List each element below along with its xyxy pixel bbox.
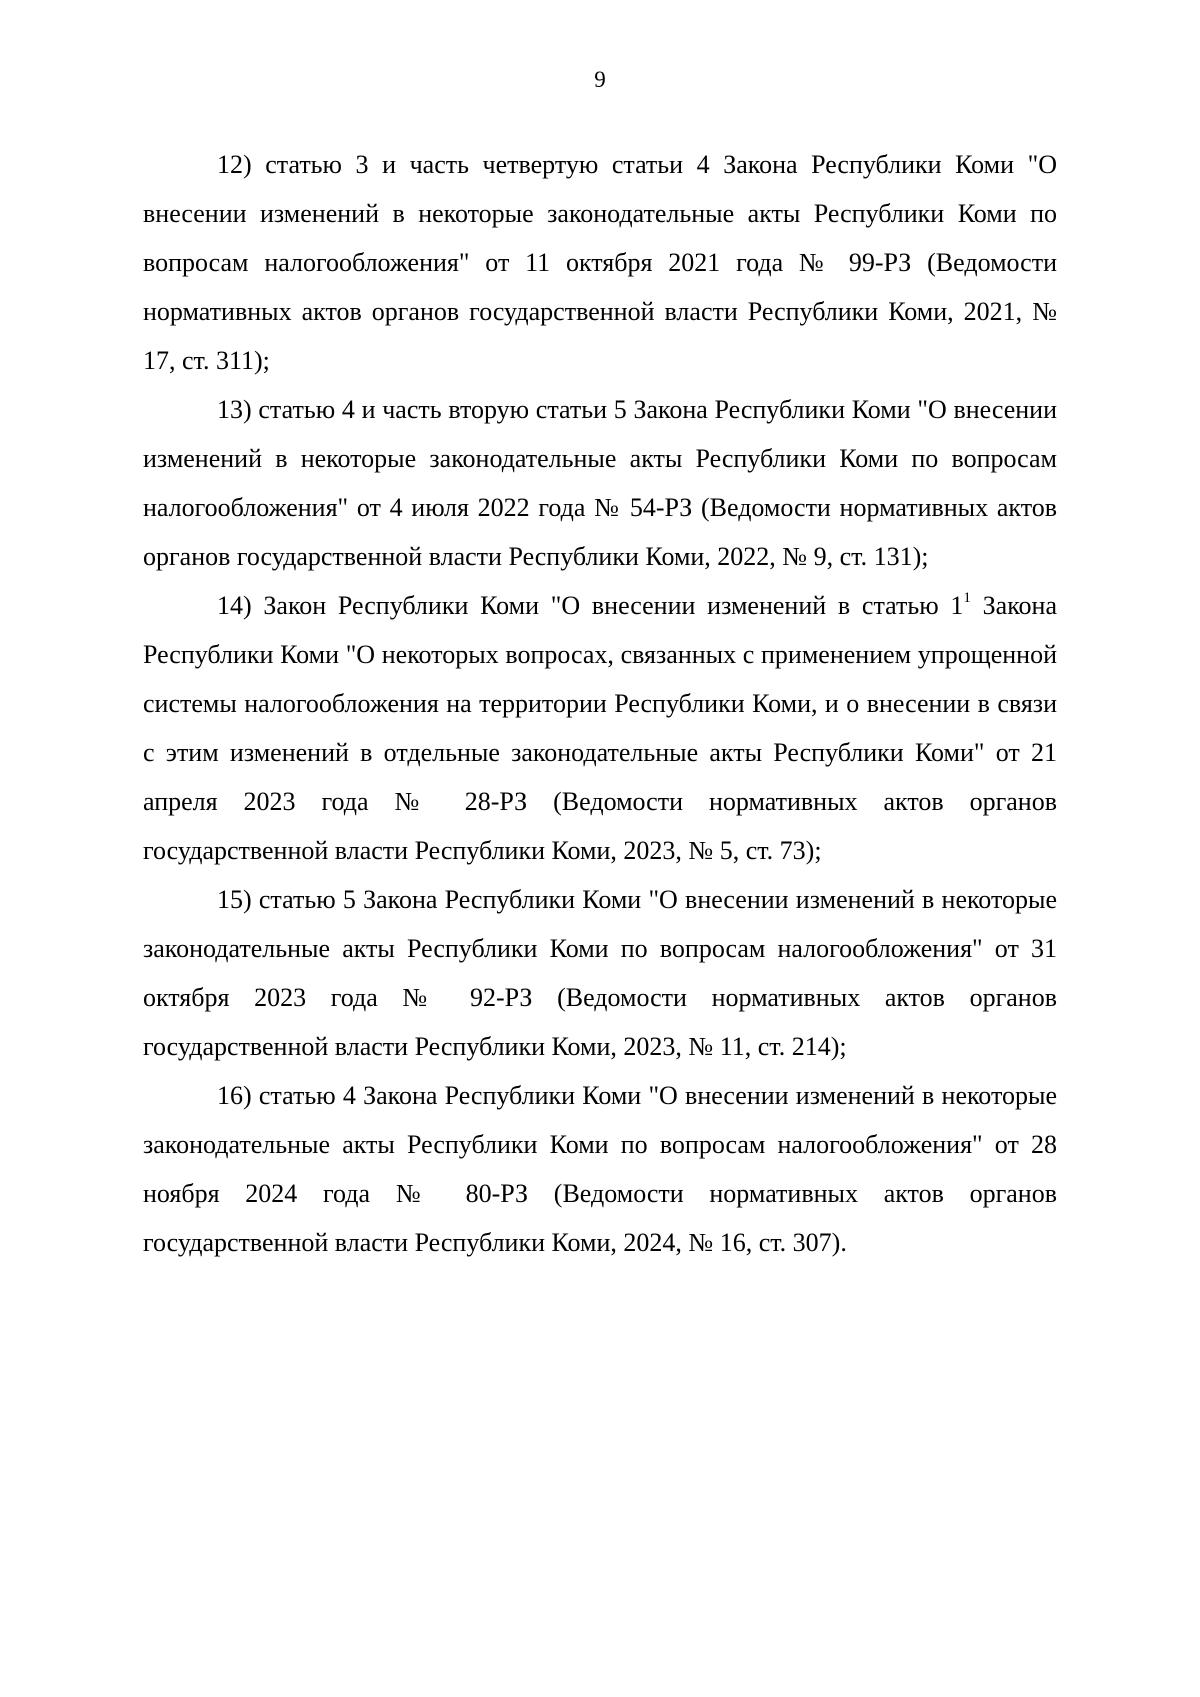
list-item-16: 16) статью 4 Закона Республики Коми "О внесении изменений в некоторые законодательные акты Республики Коми по вопросам налогообложения" от 28 ноября 2024 года № 80-РЗ (Ведомости нормативных актов органов государственной власти Республики Коми, 2024, № 16, ст. 307). xyxy=(143,1081,1057,1257)
list-item-13: 13) статью 4 и часть вторую статьи 5 Закона Республики Коми "О внесении изменений в некоторые законодательные акты Республики Коми по вопросам налогообложения" от 4 июля 2022 года № 54-РЗ (Ведомости нормативных актов органов государственной власти Республики Коми, 2022, № 9, ст. 131); xyxy=(143,395,1057,571)
list-item-14-text-start: 14) Закон Республики Коми "О внесении изменений в статью 1 xyxy=(217,591,964,620)
superscript-index: 1 xyxy=(963,590,971,606)
document-body xyxy=(143,140,1057,1267)
list-item-15: 15) статью 5 Закона Республики Коми "О внесении изменений в некоторые законодательные акты Республики Коми по вопросам налогообложения" от 31 октября 2023 года № 92-РЗ (Ведомости нормативных актов органов государственной власти Республики Коми, 2023, № 11, ст. 214); xyxy=(143,885,1057,1061)
list-item-14-text-end: Закона Республики Коми "О некоторых вопросах, связанных с применением упрощенной системы налогообложения на территории Республики Коми, и о внесении в связи с этим изменений в отдельные законодательные акты Республики Коми" от 21 апреля 2023 года № 28-РЗ (Ведомости нормативных актов органов государственной власти Республики Коми, 2023, № 5, ст. 73); xyxy=(143,591,1057,865)
list-item-14 xyxy=(143,581,1057,875)
page-number: 9 xyxy=(594,67,606,92)
list-item-12: 12) статью 3 и часть четвертую статьи 4 Закона Республики Коми "О внесении изменений в некоторые законодательные акты Республики Коми по вопросам налогообложения" от 11 октября 2021 года № 99-РЗ (Ведомости нормативных актов органов государственной власти Республики Коми, 2021, № 17, ст. 311); xyxy=(143,150,1057,375)
